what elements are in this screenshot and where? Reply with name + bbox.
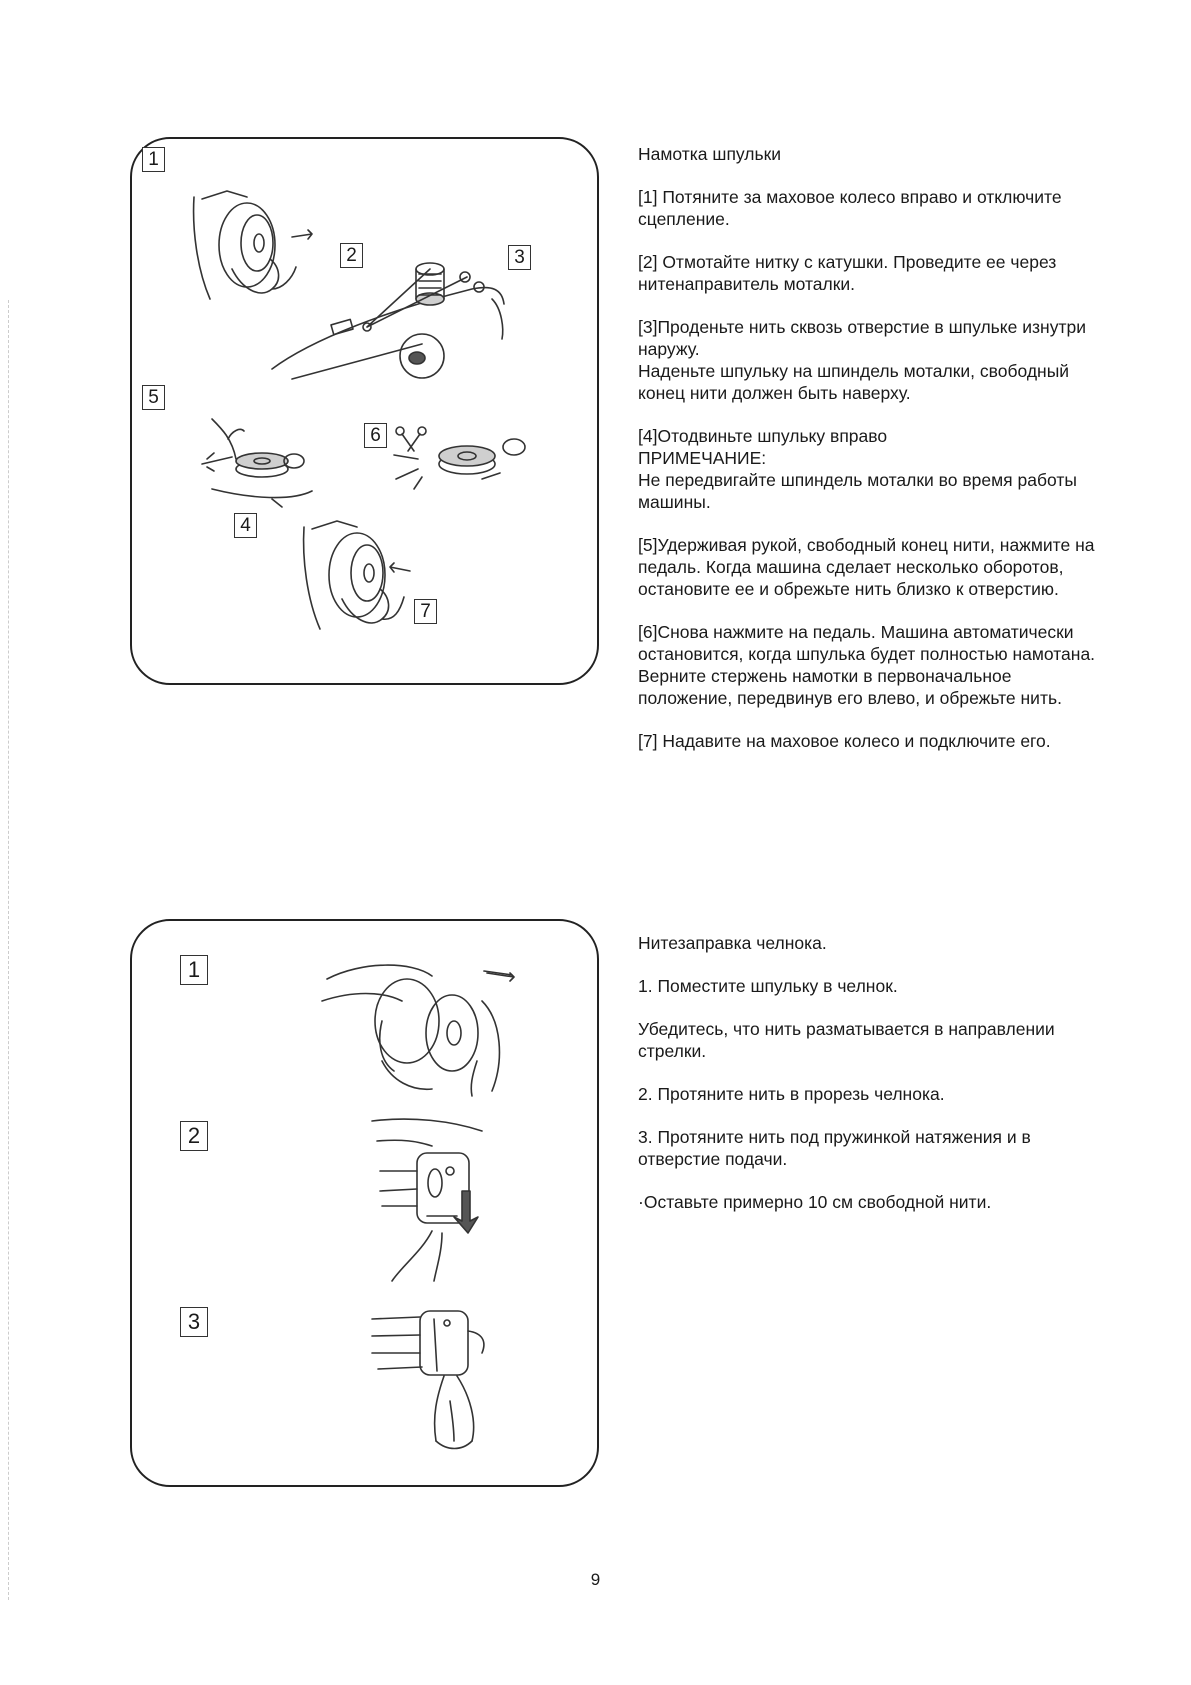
- cut-thread-drawing: [394, 427, 525, 489]
- bobbin-case-illustration: [132, 921, 601, 1489]
- figure1-step-label: 5: [142, 385, 165, 410]
- section-title: Нитезаправка челнока.: [638, 933, 827, 953]
- instruction-paragraph: Убедитесь, что нить разматывается в направлении стрелки.: [638, 1019, 1055, 1061]
- hold-thread-drawing: [202, 419, 312, 507]
- figure1-step-label: 6: [364, 423, 387, 448]
- handwheel-push-drawing: [304, 521, 410, 629]
- bobbin-case-threading-section: [638, 932, 1108, 1234]
- margin-scan-marks: [8, 300, 10, 1600]
- figure1-step-label: 7: [414, 599, 437, 624]
- figure2-step-label: 2: [180, 1121, 208, 1151]
- bobbin-winding-section: [638, 143, 1108, 773]
- instruction-paragraph: [4]Отодвиньте шпульку вправо ПРИМЕЧАНИЕ: Не передвигайте шпиндель моталки во время работы машины.: [638, 426, 1077, 512]
- instruction-paragraph: [6]Снова нажмите на педаль. Машина автоматически остановится, когда шпулька будет полностью намотана. Верните стержень намотки в первоначальное положение, передвинув его влево, и обрежьте нить.: [638, 622, 1096, 708]
- machine-top-drawing: [272, 263, 504, 379]
- page-number: 9: [590, 1570, 601, 1589]
- figure1-step-label: 3: [508, 245, 531, 270]
- figure1-step-label: 1: [142, 147, 165, 172]
- figure1-step-label: 4: [234, 513, 257, 538]
- bobbin-winding-illustration: [132, 139, 601, 687]
- instruction-paragraph: ·Оставьте примерно 10 см свободной нити.: [638, 1192, 992, 1212]
- figure2-step-label: 1: [180, 955, 208, 985]
- instruction-paragraph: [2] Отмотайте нитку с катушки. Проведите ее через нитенаправитель моталки.: [638, 252, 1057, 294]
- bobbin-case-threading-figure: [130, 919, 599, 1487]
- instruction-paragraph: [5]Удерживая рукой, свободный конец нити, нажмите на педаль. Когда машина сделает несколько оборотов, остановите ее и обрежьте нить близко к отверстию.: [638, 535, 1095, 599]
- thread-slot-drawing: [372, 1119, 482, 1281]
- handwheel-pull-drawing: [194, 191, 312, 299]
- bobbin-winding-figure: [130, 137, 599, 685]
- instruction-paragraph: [1] Потяните за маховое колесо вправо и отключите сцепление.: [638, 187, 1062, 229]
- figure2-step-label: 3: [180, 1307, 208, 1337]
- figure1-step-label: 2: [340, 243, 363, 268]
- instruction-paragraph: [3]Проденьте нить сквозь отверстие в шпульке изнутри наружу. Наденьте шпульку на шпиндель моталки, свободный конец нити должен быть наверху.: [638, 317, 1086, 403]
- section-title: Намотка шпульки: [638, 144, 782, 164]
- insert-bobbin-drawing: [322, 965, 514, 1096]
- instruction-paragraph: 1. Поместите шпульку в челнок.: [638, 976, 898, 996]
- tension-spring-drawing: [372, 1311, 484, 1449]
- instruction-paragraph: 3. Протяните нить под пружинкой натяжения и в отверстие подачи.: [638, 1127, 1031, 1169]
- instruction-paragraph: [7] Надавите на маховое колесо и подключите его.: [638, 731, 1051, 751]
- instruction-paragraph: 2. Протяните нить в прорезь челнока.: [638, 1084, 945, 1104]
